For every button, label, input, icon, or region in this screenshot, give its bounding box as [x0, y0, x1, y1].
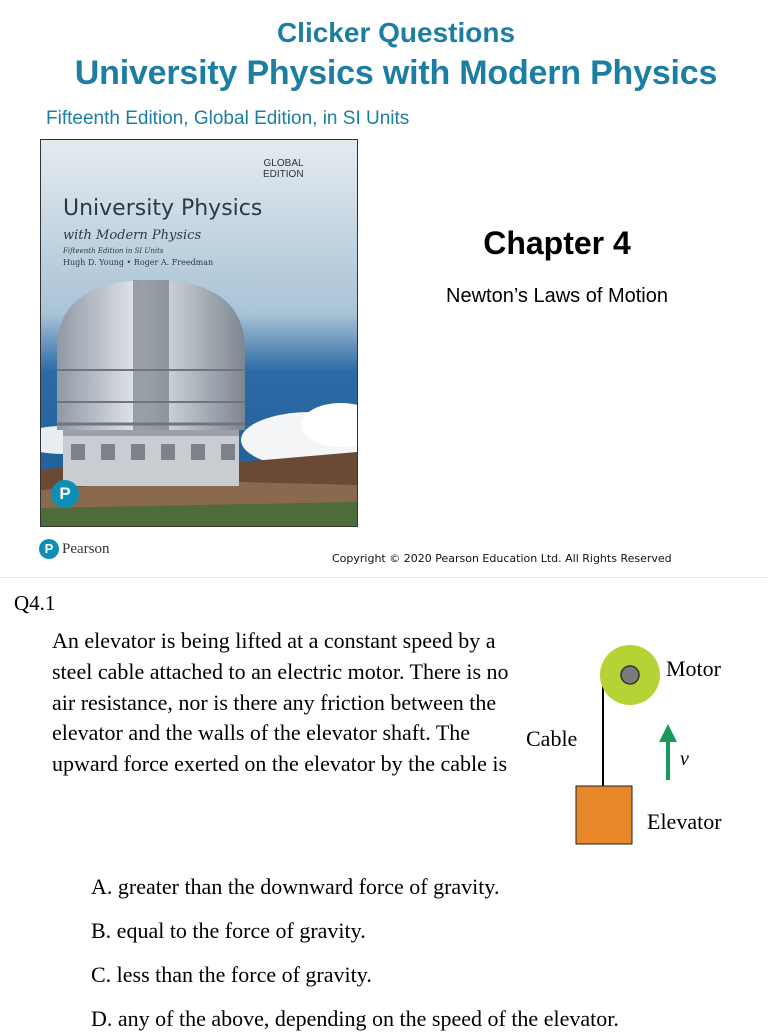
motor-label: Motor	[666, 656, 721, 681]
book-cover-image	[40, 139, 358, 527]
cable-label: Cable	[526, 726, 578, 751]
answer-choice-b: B. equal to the force of gravity.	[91, 918, 366, 943]
motor-axle	[621, 666, 639, 684]
chapter-title: Newton’s Laws of Motion	[446, 285, 668, 307]
velocity-label: v	[680, 748, 689, 770]
question-slide	[0, 578, 768, 1031]
copyright-notice: Copyright © 2020 Pearson Education Ltd. All Rights Reserved	[332, 552, 672, 565]
cover-title: University Physics	[63, 196, 263, 221]
book-title: University Physics with Modern Physics	[74, 54, 718, 92]
elevator-label: Elevator	[647, 809, 722, 834]
elevator-diagram	[510, 638, 740, 863]
velocity-arrow-head	[659, 724, 677, 742]
chapter-number: Chapter 4	[483, 225, 631, 261]
answer-choice-a: A. greater than the downward force of gravity.	[91, 874, 500, 899]
answer-choice-d: D. any of the above, depending on the speed of the elevator.	[91, 1006, 619, 1031]
answer-choice-c: C. less than the force of gravity.	[91, 962, 372, 987]
pearson-wordmark: Pearson	[62, 540, 110, 557]
question-text: An elevator is being lifted at a constant speed by a steel cable attached to an electric motor. There is no air resistance, nor is there any friction between the elevator and the walls of the elevator shaft. The upward force exerted on the elevator by the cable is	[52, 628, 509, 777]
pearson-logo	[39, 537, 110, 561]
edition-line: Fifteenth Edition, Global Edition, in SI Units	[46, 108, 410, 129]
question-number: Q4.1	[14, 591, 56, 615]
clicker-heading: Clicker Questions	[276, 17, 516, 48]
pearson-mark-icon: P	[39, 539, 59, 559]
cover-authors: Hugh D. Young • Roger A. Freedman	[63, 258, 214, 267]
cover-edition-note: Fifteenth Edition in SI Units	[63, 247, 164, 255]
cover-pearson-logo: P	[51, 480, 79, 508]
elevator-box	[576, 786, 632, 844]
cover-global-badge: GLOBAL EDITION	[263, 158, 304, 180]
cover-subtitle: with Modern Physics	[63, 228, 202, 243]
